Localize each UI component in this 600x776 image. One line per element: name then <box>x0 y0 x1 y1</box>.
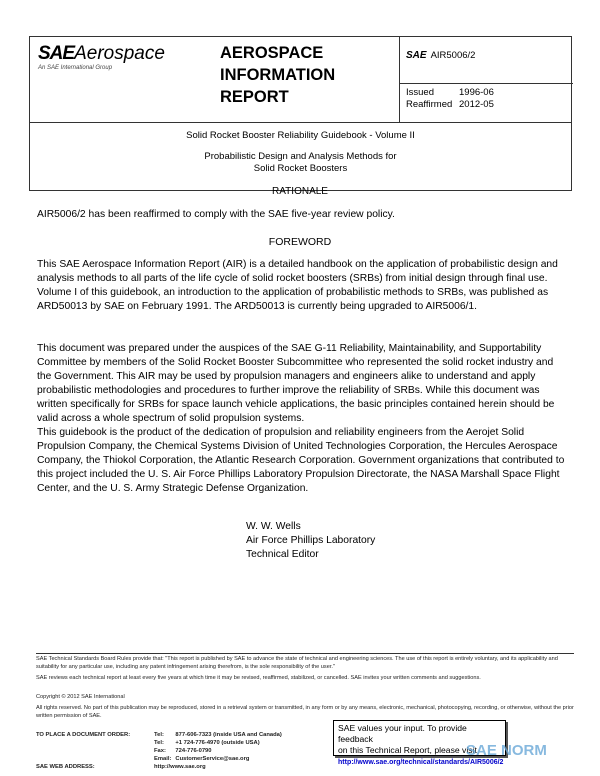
feedback-text: SAE values your input. To provide feedback <box>338 723 467 744</box>
document-subtitle <box>30 130 571 175</box>
title-line: INFORMATION <box>220 66 336 84</box>
web-label: SAE WEB ADDRESS: <box>36 764 95 770</box>
footer-review: SAE reviews each technical report at least every five years at which time it may be revised, reaffirmed, stabilized, or cancelled. SAE invites your written comments and suggestions. <box>36 675 481 681</box>
order-info <box>36 731 286 771</box>
issued-label: Issued <box>406 87 434 98</box>
feedback-text: on this Technical Report, please visit <box>338 745 477 755</box>
reaffirmed-date: 2012-05 <box>459 99 494 110</box>
subtitle-line: Probabilistic Design and Analysis Methods for <box>204 151 397 162</box>
contact-email[interactable]: CustomerService@sae.org <box>175 756 250 762</box>
reaffirmed-label: Reaffirmed <box>406 99 453 110</box>
web-link[interactable]: http://www.sae.org <box>154 764 206 770</box>
signature-block <box>246 520 375 562</box>
order-label: TO PLACE A DOCUMENT ORDER: <box>36 732 131 738</box>
logo-sae: SAE <box>38 43 75 64</box>
signature-line: W. W. Wells <box>246 521 301 532</box>
footer-rules: SAE Technical Standards Board Rules provide that: "This report is published by SAE to advance the state of technical and engineering sciences. The use of this report is entirely voluntary, and its applicability and suitability for any particular use, including any patent infringement arising therefrom, is the sole responsibility of the user." <box>36 656 558 670</box>
watermark-logo: SAE NORM <box>466 742 547 759</box>
contact-key: Fax: <box>154 748 166 754</box>
report-type-title <box>220 42 335 108</box>
feedback-link[interactable]: http://www.sae.org/technical/standards/AIR5006/2 <box>338 759 504 766</box>
foreword-paragraph: This document was prepared under the auspices of the SAE G-11 Reliability, Maintainability, and Supportability Committee by members of the Solid Rocket Booster Subcommittee who represented the solid rocket industry and the Government. This AIR may be used by propulsion managers and engineers alike to understand and apply probabilistic methodologies and procedures to further improve the reliability of SRBs. While this document was written specifically for SRBs for space launch vehicle applications, the basic principles contained herein should be valid across a whole spectrum of solid propulsion systems. <box>37 343 555 424</box>
issued-date: 1996-06 <box>459 87 494 98</box>
subtitle-line: Solid Rocket Boosters <box>253 163 348 174</box>
foreword-paragraph: This guidebook is the product of the dedication of propulsion and reliability engineers from the Aerojet Solid Propulsion Company, the Chemical Systems Division of United Technologies Corporation, the Hercules Aerospace Company, the Thiokol Corporation, the Atlantic Research Corporation. Government organizations that contributed to this project included the U. S. Air Force Phillips Laboratory Propulsion Directorate, the NASA Marshall Space Flight Center, and the U. S. Army Strategic Defense Organization. <box>37 427 565 494</box>
footer-copyright: Copyright © 2012 SAE International <box>36 694 125 700</box>
doc-number: AIR5006/2 <box>430 50 476 61</box>
signature-line: Air Force Phillips Laboratory <box>246 535 376 546</box>
contact-value: 877-606-7323 (inside USA and Canada) <box>175 732 282 738</box>
contact-value: 724-776-0790 <box>175 748 212 754</box>
foreword-heading: FOREWORD <box>268 236 332 248</box>
rationale-text: AIR5006/2 has been reaffirmed to comply with the SAE five-year review policy. <box>37 209 395 220</box>
header-box <box>29 36 572 191</box>
contact-key: Email: <box>154 756 172 762</box>
title-line: REPORT <box>220 88 289 106</box>
title-line: AEROSPACE <box>220 44 324 62</box>
contact-key: Tel: <box>154 732 164 738</box>
footer-rights: All rights reserved. No part of this publication may be reproduced, stored in a retrieval system or transmitted, in any form or by any means, electronic, mechanical, photocopying, recording, or otherwise, without the prior written permission of SAE. <box>36 705 574 719</box>
contact-key: Tel: <box>154 740 164 746</box>
logo-subtitle: An SAE International Group <box>38 65 113 71</box>
signature-line: Technical Editor <box>246 549 319 560</box>
rationale-heading: RATIONALE <box>272 186 328 197</box>
sae-aerospace-logo <box>38 43 165 71</box>
subtitle-line: Solid Rocket Booster Reliability Guidebook - Volume II <box>186 130 415 141</box>
sae-small-logo: SAE <box>406 50 427 61</box>
logo-aerospace: Aerospace <box>74 43 165 64</box>
foreword-paragraph: This SAE Aerospace Information Report (AIR) is a detailed handbook on the application of probabilistic design and analysis methods to all parts of the life cycle of solid rocket boosters (SRBs) from initial design through final use. Volume I of this guidebook, an introduction to the application of probabilistic methods to SRBs, was published as ARD50013 by SAE on February 1991. The ARD50013 is currently being upgraded to AIR5006/1. <box>37 259 558 312</box>
footer-divider <box>36 653 574 654</box>
contact-value: +1 724-776-4970 (outside USA) <box>175 740 260 746</box>
